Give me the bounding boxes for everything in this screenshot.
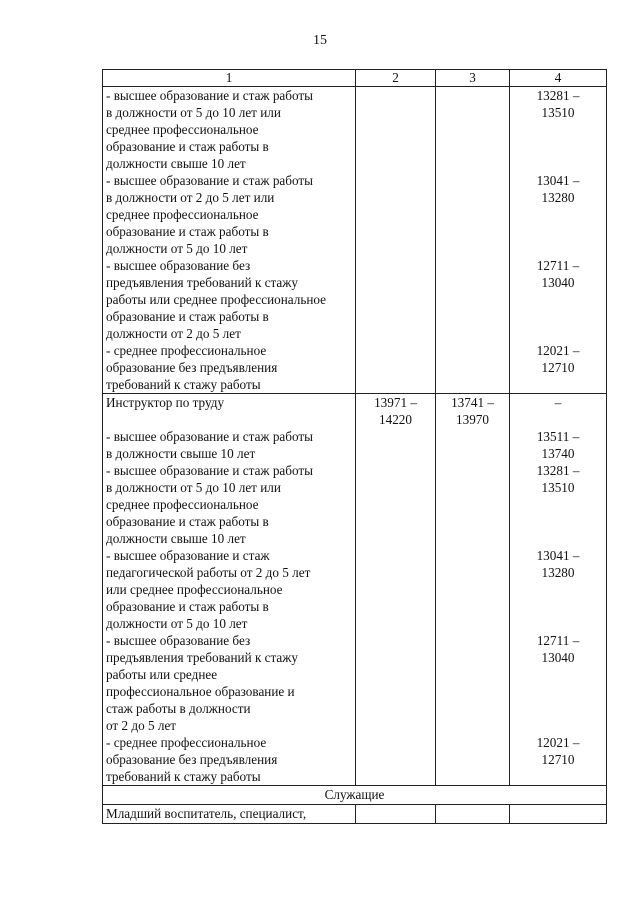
text-line [513,411,603,428]
text-line: образование и стаж работы в [106,224,269,239]
text-line: 13741 – [451,395,494,410]
text-line: - высшее образование и стаж работы [106,88,314,103]
text-line [513,325,603,342]
text-line: среднее профессиональное [106,122,259,137]
row-description: Младший воспитатель, специалист, [103,805,356,824]
text-line: 13511 – [536,429,580,444]
text-line: в должности свыше 10 лет [106,446,256,461]
text-line: среднее профессиональное [106,207,259,222]
text-line: 13510 [541,480,575,495]
text-line: в должности от 5 до 10 лет или [106,105,281,120]
text-line: образование без предъявления [106,360,278,375]
text-line [513,308,603,325]
text-line [513,530,603,547]
header-col-1: 1 [103,70,356,87]
text-line: 13971 – [374,395,417,410]
text-line [513,496,603,513]
text-line: 13281 – [536,463,580,478]
section-title: Служащие [103,786,607,805]
row-col-3 [436,805,510,824]
text-line [513,615,603,632]
text-line: предъявления требований к стажу [106,650,298,665]
text-line: стаж работы в должности [106,701,251,716]
text-line [513,121,603,138]
text-line: 13041 – [536,548,580,563]
text-line: 13040 [541,650,575,665]
text-line: 12021 – [536,343,580,358]
text-line: работы или среднее профессиональное [106,292,327,307]
text-line: должности от 5 до 10 лет [106,616,248,631]
page-number: 15 [313,33,327,48]
text-line: образование и стаж работы в [106,139,269,154]
text-line: образование без предъявления [106,752,278,767]
text-line: должности от 5 до 10 лет [106,241,248,256]
table-row [103,394,607,786]
row-description [103,394,356,786]
text-line: образование и стаж работы в [106,309,269,324]
text-line: - высшее образование и стаж работы [106,463,314,478]
text-line: работы или среднее [106,667,218,682]
text-line: должности от 2 до 5 лет [106,326,241,341]
text-line: - высшее образование и стаж [106,548,270,563]
table-row [103,87,607,394]
text-line: - среднее профессиональное [106,735,267,750]
text-line [513,683,603,700]
text-line: - высшее образование и стаж работы [106,173,314,188]
row-col-2 [356,87,436,394]
text-line [513,376,603,393]
text-line: 13280 [541,565,575,580]
text-line: профессиональное образование и [106,684,295,699]
text-line: 12710 [541,360,575,375]
text-line [106,411,352,428]
row-salary-range [510,87,607,394]
text-line [513,240,603,257]
text-line: должности свыше 10 лет [106,156,246,171]
text-line: требований к стажу работы [106,769,261,784]
row-col-2 [356,805,436,824]
text-line: 13280 [541,190,575,205]
text-line: 14220 [379,412,412,427]
row-salary-range [510,394,607,786]
text-line [513,206,603,223]
text-line: 12021 – [536,735,580,750]
header-col-4: 4 [510,70,607,87]
text-line: должности свыше 10 лет [106,531,246,546]
text-line: - высшее образование без [106,633,251,648]
text-line: или среднее профессиональное [106,582,283,597]
text-line [513,513,603,530]
row-col-2 [356,394,436,786]
text-line: в должности от 5 до 10 лет или [106,480,281,495]
text-line [513,291,603,308]
row-description [103,87,356,394]
text-line [513,768,603,785]
text-line: 13740 [541,446,575,461]
text-line: образование и стаж работы в [106,599,269,614]
header-col-3: 3 [436,70,510,87]
text-line: педагогической работы от 2 до 5 лет [106,565,311,580]
text-line [513,598,603,615]
text-line: Инструктор по труду [106,395,225,410]
row-col-4 [510,805,607,824]
text-line: - среднее профессиональное [106,343,267,358]
text-line [513,155,603,172]
row-col-3 [436,87,510,394]
text-line [513,138,603,155]
text-line: – [554,395,562,410]
text-line: 13510 [541,105,575,120]
text-line [513,581,603,598]
text-line: предъявления требований к стажу [106,275,298,290]
text-line: - высшее образование без [106,258,251,273]
row-col-3 [436,394,510,786]
table-row [103,805,607,824]
salary-table [102,69,607,824]
text-line: 12710 [541,752,575,767]
text-line [513,700,603,717]
text-line: среднее профессиональное [106,497,259,512]
text-line: 12711 – [536,633,580,648]
text-line: в должности от 2 до 5 лет или [106,190,275,205]
text-line [513,666,603,683]
text-line: образование и стаж работы в [106,514,269,529]
text-line [513,223,603,240]
text-line: требований к стажу работы [106,377,261,392]
text-line: от 2 до 5 лет [106,718,177,733]
text-line: 13281 – [536,88,580,103]
text-line: 13041 – [536,173,580,188]
text-line [513,717,603,734]
header-col-2: 2 [356,70,436,87]
text-line: 13040 [541,275,575,290]
section-row [103,786,607,805]
table-header-row [103,70,607,87]
text-line: 13970 [456,412,489,427]
text-line: 12711 – [536,258,580,273]
text-line: - высшее образование и стаж работы [106,429,314,444]
